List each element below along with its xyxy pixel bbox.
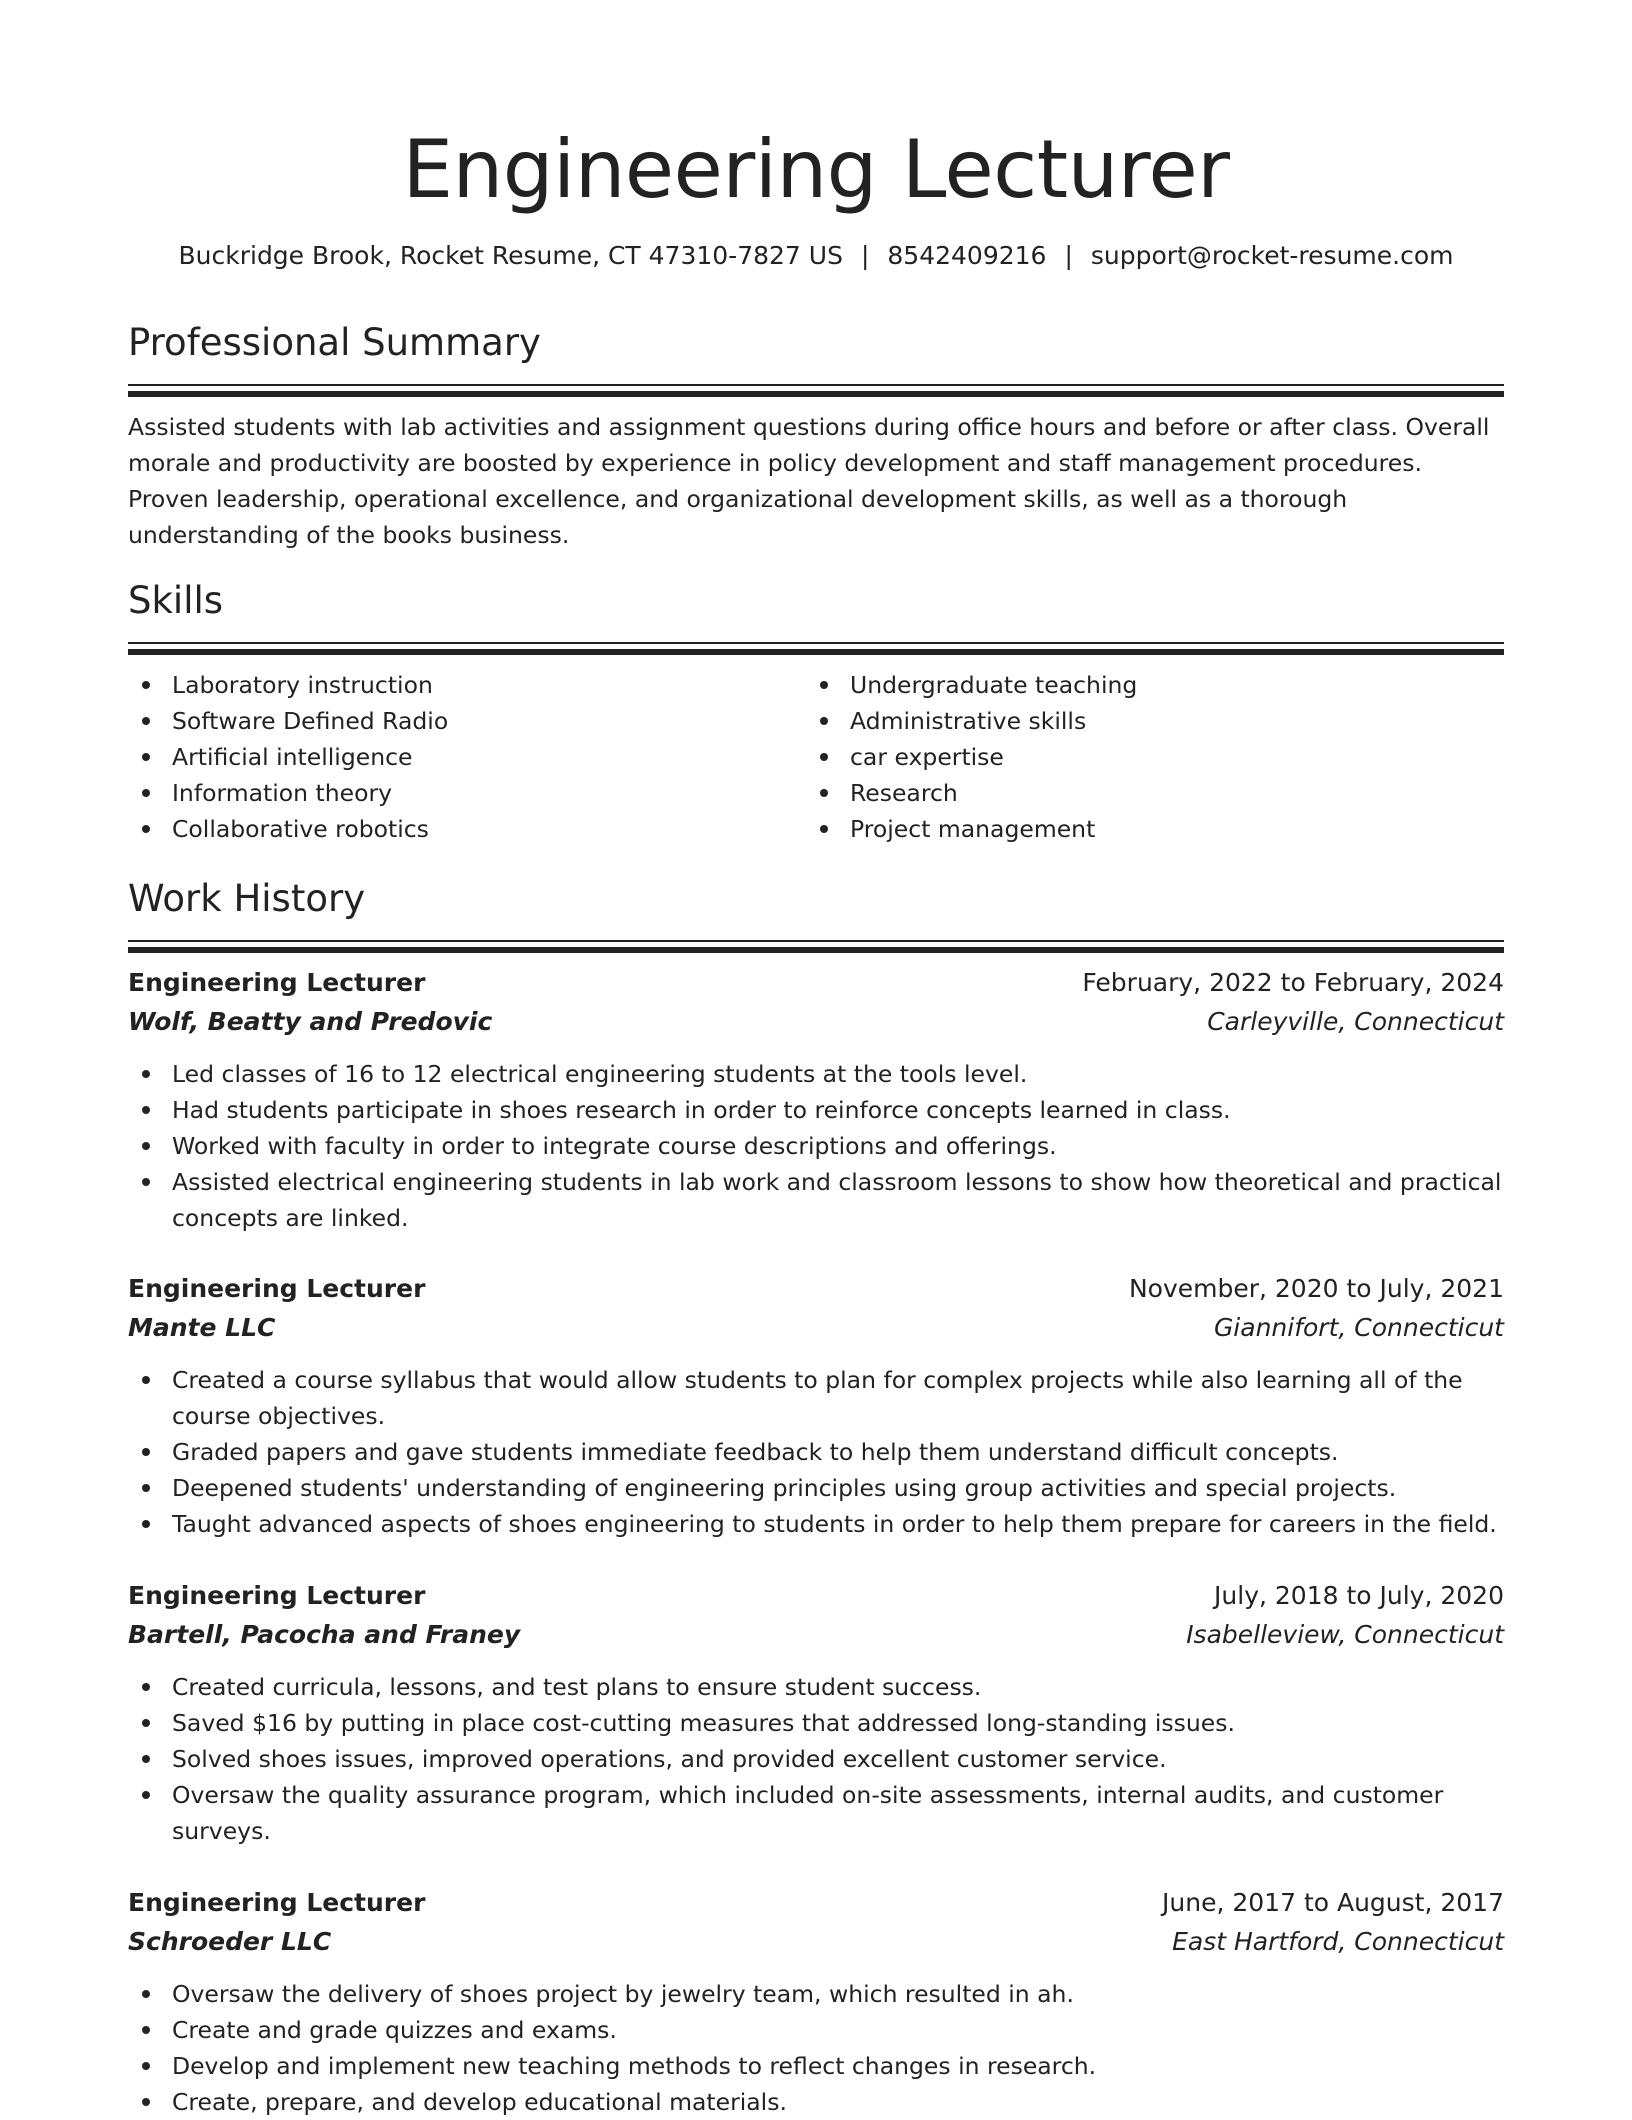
job-bullet: Had students participate in shoes research in order to reinforce concepts learned in class. xyxy=(128,1092,1504,1128)
skill-item: Information theory xyxy=(128,775,806,811)
job-bullets xyxy=(128,1669,1504,1849)
skill-item: Undergraduate teaching xyxy=(806,667,1484,703)
section-divider xyxy=(128,384,1504,397)
skill-item: Research xyxy=(806,775,1484,811)
work-history-section xyxy=(128,874,1504,953)
job-header-row xyxy=(128,1577,1504,1615)
job-entry xyxy=(128,964,1504,1236)
contact-address: Buckridge Brook, Rocket Resume, CT 47310-7827 US xyxy=(178,241,843,270)
job-bullet: Taught advanced aspects of shoes engineering to students in order to help them prepare for careers in the field. xyxy=(128,1506,1504,1542)
job-location: Carleyville, Connecticut xyxy=(1207,1007,1504,1036)
job-location: East Hartford, Connecticut xyxy=(1172,1927,1504,1956)
job-bullet: Created curricula, lessons, and test plans to ensure student success. xyxy=(128,1669,1504,1705)
summary-text: Assisted students with lab activities and assignment questions during office hours and before or after class. Overall morale and productivity are boosted by experience in policy development and staff management procedures. Proven leadership, operational excellence, and organizational development skills, as well as a thorough understanding of the books business. xyxy=(128,413,1490,549)
job-header-row xyxy=(128,1884,1504,1922)
contact-separator: | xyxy=(860,241,870,270)
job-location: Isabelleview, Connecticut xyxy=(1186,1620,1504,1649)
job-bullets xyxy=(128,1362,1504,1542)
skills-heading: Skills xyxy=(128,579,224,622)
job-bullet: Led classes of 16 to 12 electrical engineering students at the tools level. xyxy=(128,1056,1504,1092)
job-company-row xyxy=(128,1308,1504,1348)
skills-section xyxy=(128,576,1504,847)
skill-item: Project management xyxy=(806,811,1484,847)
job-title: Engineering Lecturer xyxy=(128,968,426,997)
job-dates: July, 2018 to July, 2020 xyxy=(1214,1581,1504,1610)
section-divider xyxy=(128,940,1504,953)
job-company-row xyxy=(128,1615,1504,1655)
skill-item: car expertise xyxy=(806,739,1484,775)
job-header-row xyxy=(128,964,1504,1002)
job-bullet: Deepened students' understanding of engineering principles using group activities and special projects. xyxy=(128,1470,1504,1506)
job-dates: June, 2017 to August, 2017 xyxy=(1162,1888,1504,1917)
job-company: Wolf, Beatty and Predovic xyxy=(128,1007,493,1036)
skill-item: Collaborative robotics xyxy=(128,811,806,847)
job-bullet: Assisted electrical engineering students in lab work and classroom lessons to show how theoretical and practical concepts are linked. xyxy=(128,1164,1504,1236)
job-bullet: Develop and implement new teaching methods to reflect changes in research. xyxy=(128,2048,1504,2084)
job-bullet: Create, prepare, and develop educational materials. xyxy=(128,2084,1504,2120)
job-bullets xyxy=(128,1976,1504,2120)
job-company: Schroeder LLC xyxy=(128,1927,332,1956)
job-entry xyxy=(128,1270,1504,1542)
job-header-row xyxy=(128,1270,1504,1308)
job-company: Bartell, Pacocha and Franey xyxy=(128,1620,521,1649)
job-dates: February, 2022 to February, 2024 xyxy=(1082,968,1504,997)
summary-section xyxy=(128,318,1504,553)
job-company-row xyxy=(128,1002,1504,1042)
skill-item: Laboratory instruction xyxy=(128,667,806,703)
skills-list-right xyxy=(806,667,1484,847)
job-bullet: Worked with faculty in order to integrate course descriptions and offerings. xyxy=(128,1128,1504,1164)
job-bullet: Saved $16 by putting in place cost-cutting measures that addressed long-standing issues. xyxy=(128,1705,1504,1741)
contact-email[interactable]: support@rocket-resume.com xyxy=(1090,241,1454,270)
work-history-heading: Work History xyxy=(128,877,366,920)
contact-phone: 8542409216 xyxy=(887,241,1047,270)
skills-list-left xyxy=(128,667,806,847)
summary-heading: Professional Summary xyxy=(128,321,541,364)
job-bullets xyxy=(128,1056,1504,1236)
contact-separator: | xyxy=(1064,241,1073,270)
job-title: Engineering Lecturer xyxy=(128,1888,426,1917)
job-bullet: Oversaw the quality assurance program, which included on-site assessments, internal audits, and customer surveys. xyxy=(128,1777,1504,1849)
job-company: Mante LLC xyxy=(128,1313,276,1342)
section-divider xyxy=(128,642,1504,655)
contact-line xyxy=(128,238,1504,274)
resume-name: Engineering Lecturer xyxy=(402,123,1230,216)
skill-item: Software Defined Radio xyxy=(128,703,806,739)
job-location: Giannifort, Connecticut xyxy=(1213,1313,1504,1342)
job-bullet: Solved shoes issues, improved operations, and provided excellent customer service. xyxy=(128,1741,1504,1777)
job-title: Engineering Lecturer xyxy=(128,1581,426,1610)
job-bullet: Created a course syllabus that would allow students to plan for complex projects while also learning all of the course objectives. xyxy=(128,1362,1504,1434)
skill-item: Artificial intelligence xyxy=(128,739,806,775)
job-title: Engineering Lecturer xyxy=(128,1274,426,1303)
job-dates: November, 2020 to July, 2021 xyxy=(1128,1274,1504,1303)
job-bullet: Create and grade quizzes and exams. xyxy=(128,2012,1504,2048)
job-company-row xyxy=(128,1922,1504,1962)
job-bullet: Oversaw the delivery of shoes project by jewelry team, which resulted in ah. xyxy=(128,1976,1504,2012)
skills-grid xyxy=(128,667,1504,847)
job-entry xyxy=(128,1577,1504,1849)
skill-item: Administrative skills xyxy=(806,703,1484,739)
job-bullet: Graded papers and gave students immediate feedback to help them understand difficult concepts. xyxy=(128,1434,1504,1470)
job-entry xyxy=(128,1884,1504,2120)
